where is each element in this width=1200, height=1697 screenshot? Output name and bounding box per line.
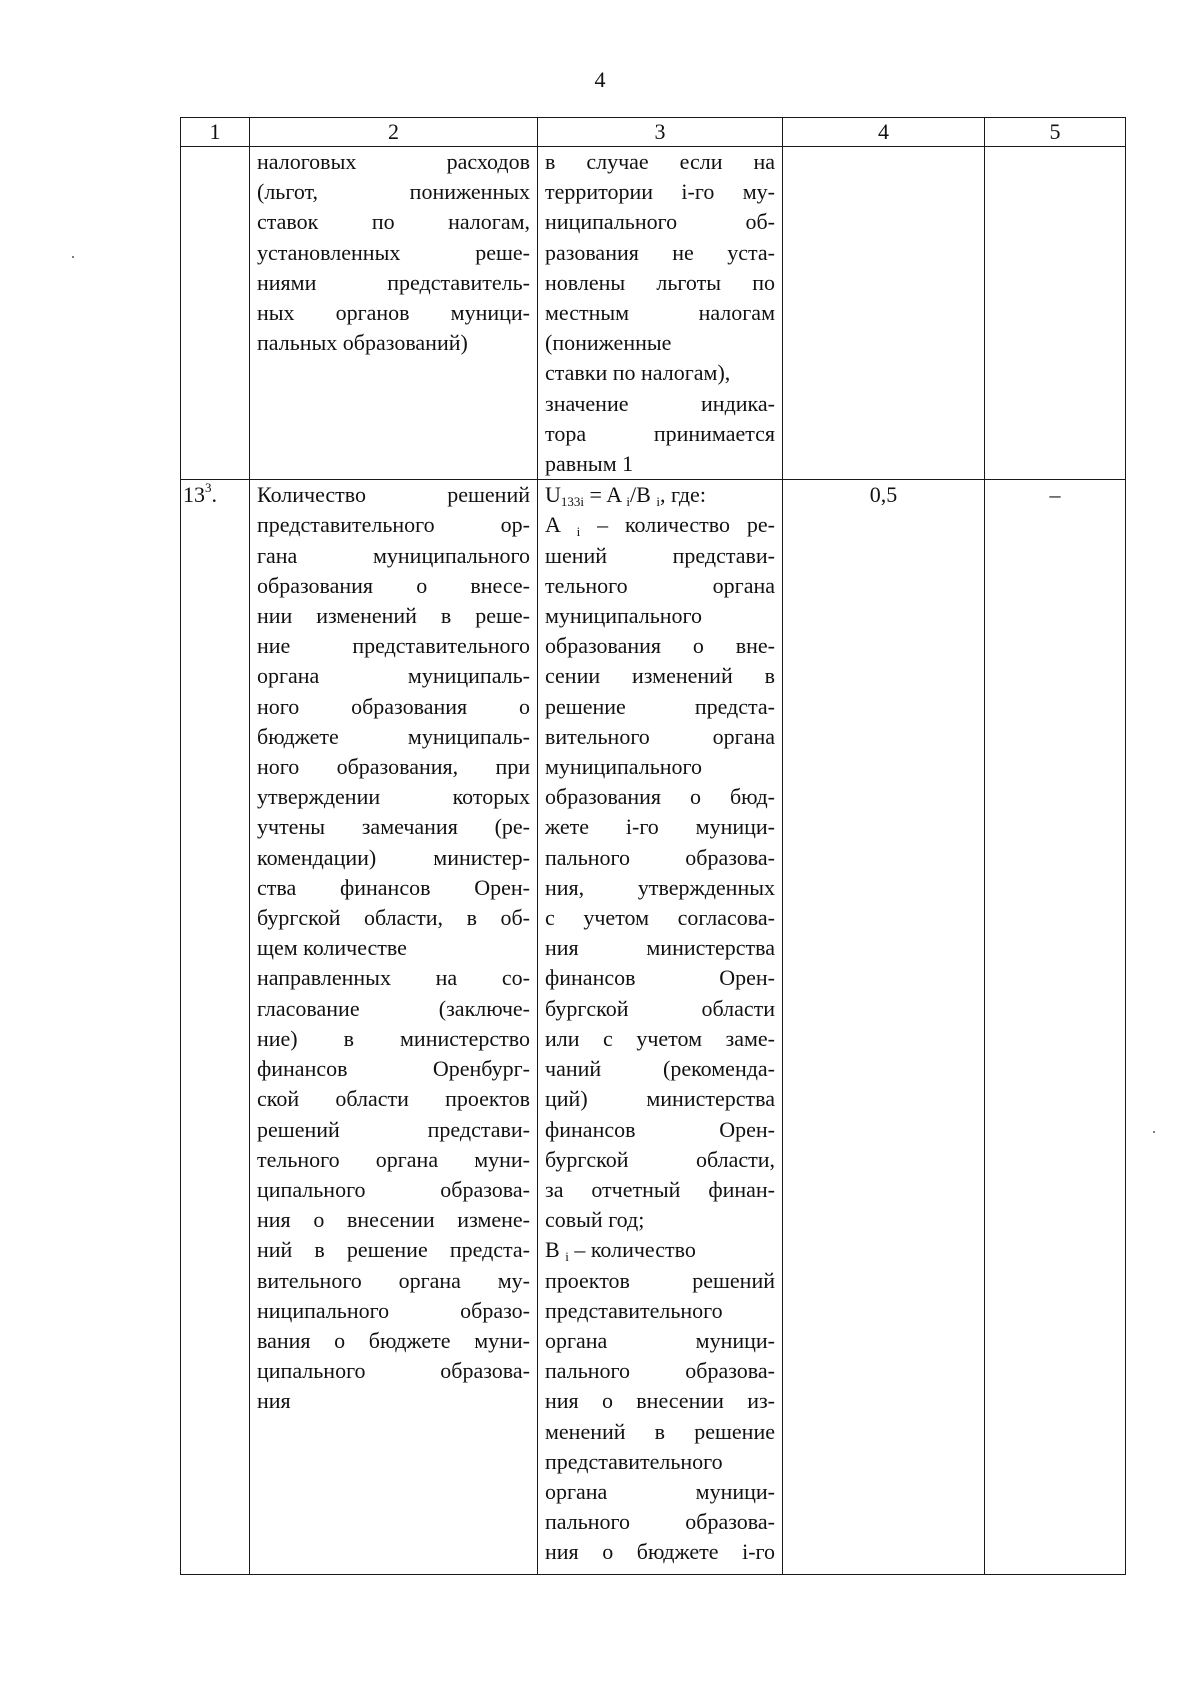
text-line: чаний (рекоменда- xyxy=(545,1056,775,1082)
text-line: ниями представитель- xyxy=(257,269,530,295)
text-line: ного образования о xyxy=(257,693,530,719)
text-line: тора принимается xyxy=(545,420,775,446)
table-row xyxy=(181,480,1126,1575)
row-number-cell xyxy=(181,480,250,1575)
text-line: ний в решение предста- xyxy=(257,1237,530,1263)
row-number-suffix: . xyxy=(211,482,217,508)
text-line: финансов Орен- xyxy=(545,965,775,991)
text-line: образования о внесе- xyxy=(257,572,530,598)
text-line: тельного органа муни- xyxy=(257,1146,530,1172)
text-line: пального образова- xyxy=(545,844,775,870)
text-line: гласование (заключе- xyxy=(257,995,530,1021)
formula-symbol: A xyxy=(545,512,577,538)
scan-speck xyxy=(72,256,74,258)
header-cell: 2 xyxy=(250,118,538,147)
text-line: решений представи- xyxy=(257,1116,530,1142)
text-line: ния министерства xyxy=(545,935,775,961)
text-line: ного образования, при xyxy=(257,754,530,780)
text-line: установленных реше- xyxy=(257,239,530,265)
text-line: ниципального об- xyxy=(545,209,775,235)
text-line: ства финансов Орен- xyxy=(257,874,530,900)
text-line: налоговых расходов xyxy=(257,149,530,174)
note-cell xyxy=(985,147,1126,480)
text-line: Количество решений xyxy=(257,482,530,508)
row-number-superscript: 3 xyxy=(205,480,212,496)
text-line: ние представительного xyxy=(257,633,530,659)
text-line: бургской области, xyxy=(545,1146,775,1172)
formula-cell xyxy=(538,147,783,480)
text-line: ципального образова- xyxy=(257,1176,530,1202)
text-line: представительного ор- xyxy=(257,512,530,538)
definition-line xyxy=(545,510,775,540)
text-line: вительного органа му- xyxy=(257,1267,530,1293)
text-line: менений в решение xyxy=(545,1418,775,1444)
header-cell: 5 xyxy=(985,118,1126,147)
text-line: образования о вне- xyxy=(545,633,775,659)
header-cell: 1 xyxy=(181,118,250,147)
weight-cell xyxy=(783,147,985,480)
text-line: (льгот, пониженных xyxy=(257,179,530,205)
text-line: представительного xyxy=(545,1297,723,1323)
text-line: (пониженные xyxy=(545,330,672,356)
text-line: ставки по налогам), xyxy=(545,360,731,386)
formula-subscript: 133i xyxy=(560,494,585,510)
text-line: территории i-го му- xyxy=(545,179,775,205)
indicator-table xyxy=(180,117,1126,1575)
text-line: с учетом согласова- xyxy=(545,905,775,931)
text-line: ния о внесении из- xyxy=(545,1388,775,1414)
text-line: финансов Оренбург- xyxy=(257,1056,530,1082)
row-number-cell xyxy=(181,147,250,480)
formula-symbol: B xyxy=(545,1237,566,1263)
indicator-name-cell xyxy=(250,480,538,1575)
text-line: муниципального xyxy=(545,603,703,629)
text-line: сении изменений в xyxy=(545,663,775,689)
text-line: ния xyxy=(257,1388,291,1414)
text-line: проектов решений xyxy=(545,1267,775,1293)
formula-text: = A xyxy=(584,482,627,508)
text-line: органа муниципаль- xyxy=(257,663,530,689)
page-number: 4 xyxy=(594,67,606,92)
text-line: местным налогам xyxy=(545,300,775,326)
formula-subscript: i xyxy=(656,494,660,510)
text-line: ния о внесении измене- xyxy=(257,1207,530,1233)
text-line: равным 1 xyxy=(545,451,634,477)
header-row xyxy=(181,118,1126,147)
text-line: ниципального образо- xyxy=(257,1297,530,1323)
text-line: вания о бюджете муни- xyxy=(257,1327,530,1353)
text-line: за отчетный финан- xyxy=(545,1176,775,1202)
formula-cell xyxy=(538,480,783,1575)
text-line: жете i-го муници- xyxy=(545,814,775,840)
formula-text: , где: xyxy=(659,482,706,508)
text-line: утверждении которых xyxy=(257,784,530,810)
row-number: 13 xyxy=(183,482,205,508)
formula-text: /B xyxy=(630,482,657,508)
scan-speck xyxy=(1153,1131,1155,1133)
text-line: значение индика- xyxy=(545,390,775,416)
text-line: ных органов муници- xyxy=(257,300,530,326)
text-line: пального образова- xyxy=(545,1358,775,1384)
text-line: ций) министерства xyxy=(545,1086,775,1112)
text-line: нии изменений в реше- xyxy=(257,603,530,629)
text-line: бургской области xyxy=(545,995,775,1021)
text-line: ставок по налогам, xyxy=(257,209,530,235)
text-line: разования не уста- xyxy=(545,239,775,265)
text-line: бюджете муниципаль- xyxy=(257,723,530,749)
text-line: пального образова- xyxy=(545,1509,775,1535)
formula-subscript: i xyxy=(565,1249,569,1265)
text-line: решение предста- xyxy=(545,693,775,719)
text-line: муниципального xyxy=(545,754,703,780)
text-line: щем количестве xyxy=(257,935,407,961)
formula-subscript: i xyxy=(626,494,631,510)
text-line: тельного органа xyxy=(545,572,775,598)
text-line: комендации) министер- xyxy=(257,844,530,870)
text-line: шений представи- xyxy=(545,542,775,568)
text-line: ской области проектов xyxy=(257,1086,530,1112)
text-line: ния, утвержденных xyxy=(545,874,775,900)
text-line: совый год; xyxy=(545,1207,645,1233)
indicator-name-cell xyxy=(250,147,538,480)
text-line: ние) в министерство xyxy=(257,1025,530,1051)
formula-subscript: i xyxy=(576,524,581,540)
weight-cell: 0,5 xyxy=(783,480,985,1575)
text-line: в случае если на xyxy=(545,149,775,174)
text-line: органа муници- xyxy=(545,1478,775,1504)
text-line: гана муниципального xyxy=(257,542,530,568)
text-line: вительного органа xyxy=(545,723,775,749)
text-line: представительного xyxy=(545,1448,723,1474)
definition-line xyxy=(545,1235,775,1265)
header-cell: 4 xyxy=(783,118,985,147)
text-line: учтены замечания (ре- xyxy=(257,814,530,840)
text-line: или с учетом заме- xyxy=(545,1025,775,1051)
table-row xyxy=(181,147,1126,480)
text-line: образования о бюд- xyxy=(545,784,775,810)
text-line: ципального образова- xyxy=(257,1358,530,1384)
note-cell: – xyxy=(985,480,1126,1575)
formula-text: – количество xyxy=(568,1237,696,1263)
formula-text: – количество ре- xyxy=(580,512,775,538)
formula-symbol: U xyxy=(545,482,561,508)
text-line: ния о бюджете i-го xyxy=(545,1539,775,1565)
formula-line xyxy=(545,480,775,510)
header-cell: 3 xyxy=(538,118,783,147)
text-line: органа муници- xyxy=(545,1327,775,1353)
text-line: финансов Орен- xyxy=(545,1116,775,1142)
text-line: направленных на со- xyxy=(257,965,530,991)
text-line: пальных образований) xyxy=(257,330,468,356)
text-line: бургской области, в об- xyxy=(257,905,530,931)
text-line: новлены льготы по xyxy=(545,269,775,295)
